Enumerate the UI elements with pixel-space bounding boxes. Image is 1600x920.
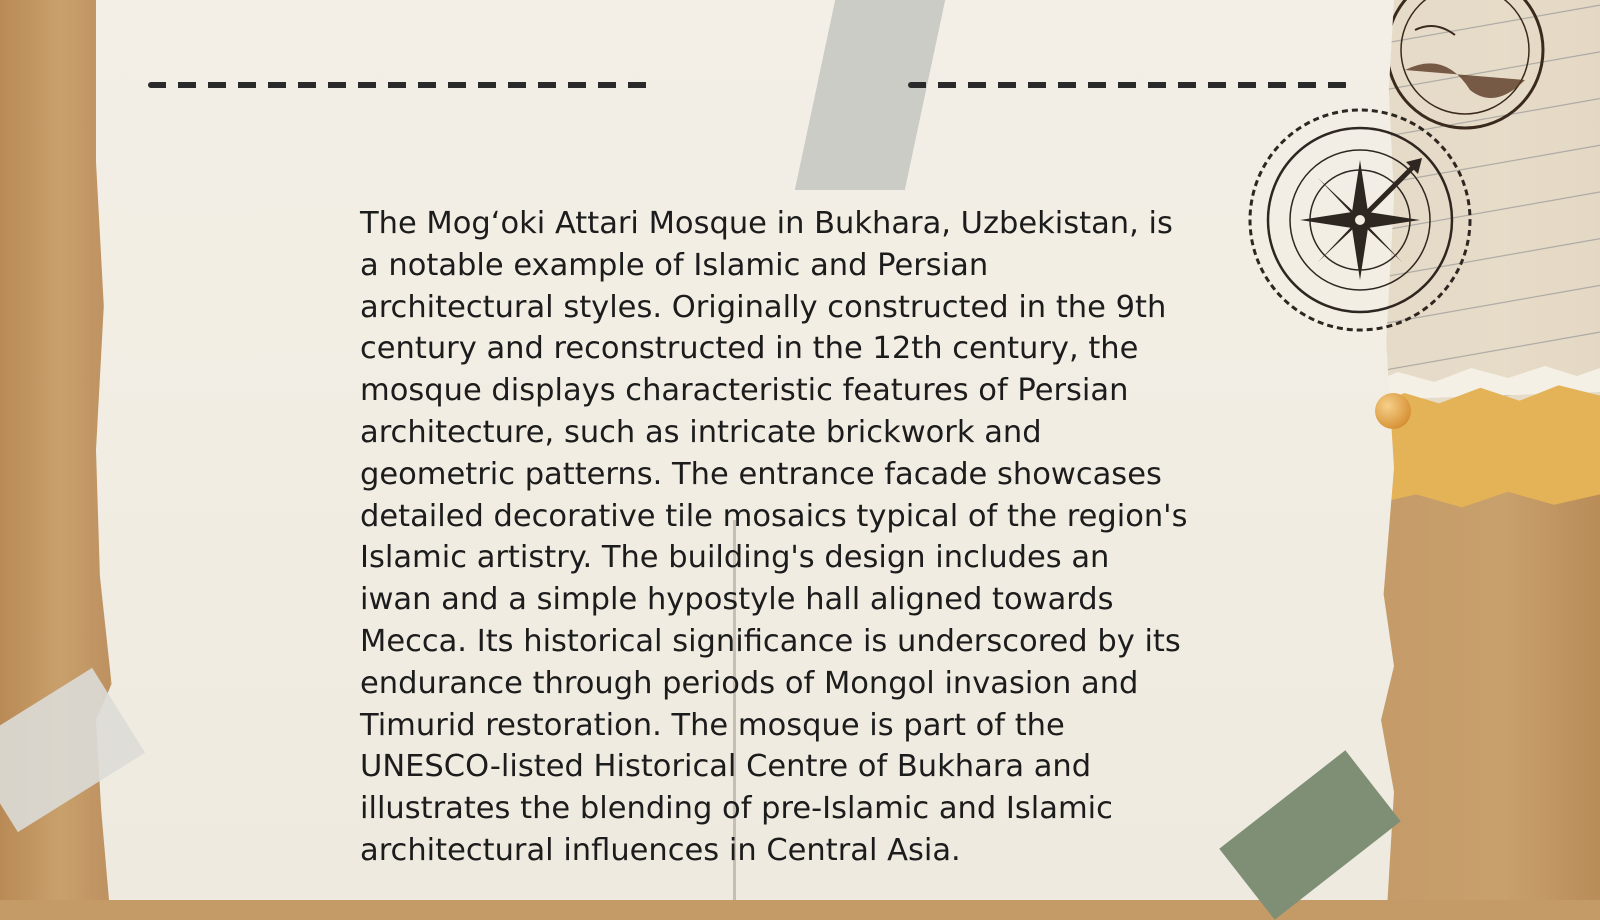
text-line: Timurid restoration. The mosque is part of the: [360, 707, 1065, 743]
text-line: century and reconstructed in the 12th century, the: [360, 331, 1139, 367]
compass-icon: [1240, 100, 1480, 340]
text-line: UNESCO-listed Historical Centre of Bukhara and: [360, 749, 1092, 785]
text-line: mosque displays characteristic features of Persian: [360, 373, 1129, 409]
text-line: architectural influences in Central Asia.: [360, 832, 961, 868]
text-line: geometric patterns. The entrance facade showcases: [360, 456, 1162, 492]
text-line: architectural styles. Originally constructed in the 9th: [360, 289, 1167, 325]
slide-body-text: [360, 203, 1240, 872]
pin-icon: [1375, 393, 1411, 429]
text-line: a notable example of Islamic and Persian: [360, 247, 989, 283]
text-line: detailed decorative tile mosaics typical of the region's: [360, 498, 1188, 534]
text-line: endurance through periods of Mongol invasion and: [360, 665, 1139, 701]
text-line: architecture, such as intricate brickwork and: [360, 414, 1042, 450]
text-line: The Mog‘oki Attari Mosque in Bukhara, Uzbekistan, is: [360, 206, 1173, 241]
text-line: Islamic artistry. The building's design includes an: [360, 540, 1110, 576]
text-line: iwan and a simple hypostyle hall aligned towards: [360, 582, 1114, 618]
text-line: Mecca. Its historical significance is underscored by its: [360, 623, 1181, 659]
stitch-line-right: [908, 82, 1348, 88]
stitch-line-left: [148, 82, 658, 88]
text-line: illustrates the blending of pre-Islamic and Islamic: [360, 791, 1113, 827]
